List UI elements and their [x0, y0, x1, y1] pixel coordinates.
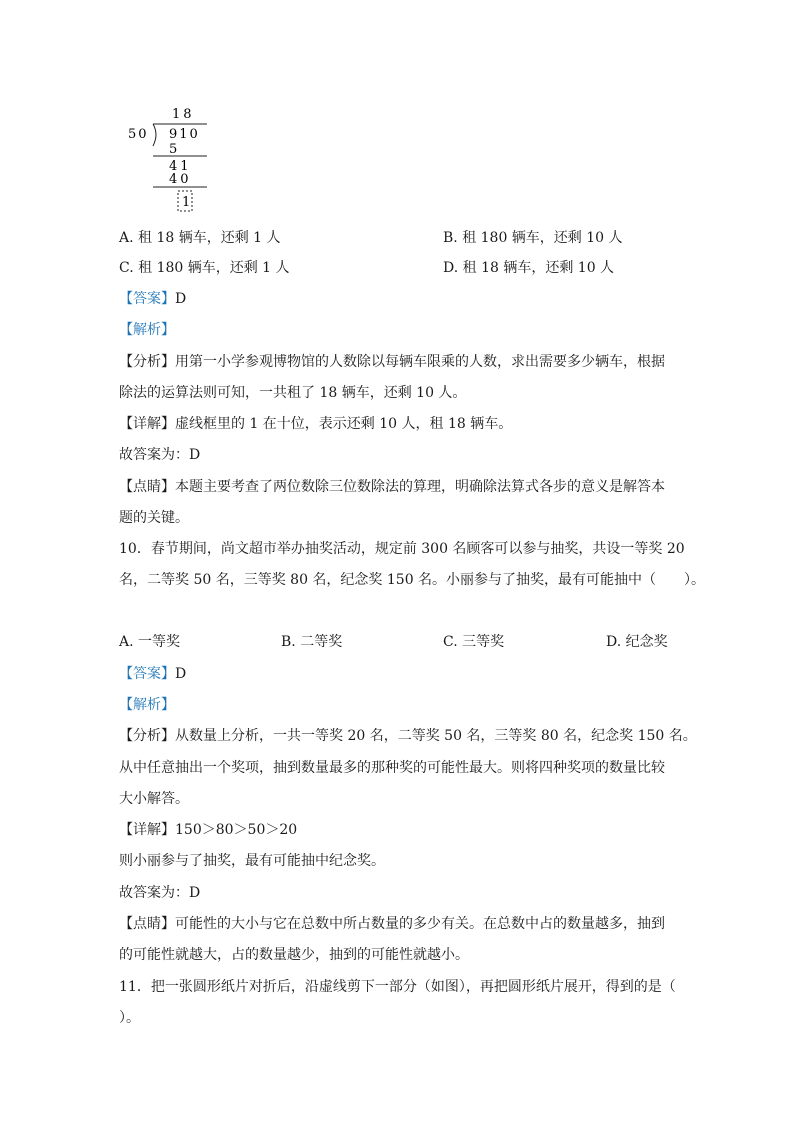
q9-analysis-heading	[119, 321, 175, 339]
division-bracket	[153, 124, 156, 146]
answer-tag: 【答案】	[119, 291, 175, 307]
q10-option-a: A. 一等奖	[119, 634, 181, 650]
division-divisor: 50	[128, 127, 149, 142]
q10-dianjing-line-2: 的可能性就越大，占的数量越少，抽到的可能性就越小。	[119, 947, 469, 963]
q10-answer	[119, 665, 186, 683]
q10-option-c: C. 三等奖	[443, 634, 505, 650]
q10-fenxi-line-3: 大小解答。	[119, 791, 189, 807]
analysis-tag: 【解析】	[119, 322, 175, 338]
q11-stem-line-2: ）。	[119, 1010, 140, 1026]
q10-analysis-heading	[119, 696, 175, 714]
q9-conclusion: 故答案为：D	[119, 447, 201, 463]
q9-option-b: B. 租 180 辆车，还剩 10 人	[443, 230, 623, 246]
q10-xiangjie	[119, 821, 297, 839]
long-division-figure	[125, 104, 215, 216]
answer-tag: 【答案】	[119, 666, 175, 682]
division-step2: 41	[169, 159, 192, 174]
dianjing-text: 本题主要考查了两位数除三位数除法的算理，明确除法算式各步的意义是解答本	[175, 479, 665, 495]
division-step1: 5	[169, 142, 178, 157]
q10-xiangjie-line-2: 则小丽参与了抽奖，最有可能抽中纪念奖。	[119, 853, 385, 869]
q9-fenxi-line-2: 除法的运算法则可知，一共租了 18 辆车，还剩 10 人。	[119, 385, 467, 401]
q10-fenxi-line-2: 从中任意抽出一个奖项，抽到数量最多的那种奖的可能性最大。则将四种奖项的数量比较	[119, 760, 665, 776]
fenxi-text: 从数量上分析，一共一等奖 20 名，二等奖 50 名，三等奖 80 名，纪念奖 150 名。	[175, 728, 697, 744]
dianjing-tag: 【点睛】	[119, 916, 175, 932]
answer-value: D	[175, 666, 187, 682]
q9-xiangjie	[119, 415, 512, 433]
division-step3: 40	[169, 172, 192, 187]
q9-answer	[119, 290, 186, 308]
division-quotient: 18	[172, 107, 195, 122]
dianjing-tag: 【点睛】	[119, 479, 175, 495]
q9-dianjing-line-1	[119, 478, 665, 496]
xiangjie-text: 150＞80＞50＞20	[175, 822, 298, 838]
q10-conclusion: 故答案为：D	[119, 885, 201, 901]
analysis-tag: 【解析】	[119, 697, 175, 713]
q9-option-a: A. 租 18 辆车，还剩 1 人	[119, 230, 281, 246]
q9-dianjing-line-2: 题的关键。	[119, 510, 189, 526]
q9-option-d: D. 租 18 辆车，还剩 10 人	[443, 260, 615, 276]
fenxi-text: 用第一小学参观博物馆的人数除以每辆车限乘的人数，求出需要多少辆车，根据	[175, 354, 665, 370]
q10-option-b: B. 二等奖	[281, 634, 343, 650]
q10-stem-line-2: 名，二等奖 50 名，三等奖 80 名，纪念奖 150 名。小丽参与了抽奖，最有可能抽中（ ）。	[119, 572, 706, 588]
q10-dianjing-line-1	[119, 915, 665, 933]
answer-value: D	[175, 291, 187, 307]
xiangjie-tag: 【详解】	[119, 416, 175, 432]
q10-fenxi-line-1	[119, 727, 697, 745]
q10-stem-line-1: 10．春节期间，尚文超市举办抽奖活动，规定前 300 名顾客可以参与抽奖，共设一等奖 20	[119, 541, 685, 557]
q10-option-d: D. 纪念奖	[606, 634, 668, 650]
q9-fenxi-line-1	[119, 353, 665, 371]
fenxi-tag: 【分析】	[119, 354, 175, 370]
division-dividend: 910	[169, 127, 200, 142]
fenxi-tag: 【分析】	[119, 728, 175, 744]
q9-option-c: C. 租 180 辆车，还剩 1 人	[119, 260, 290, 276]
xiangjie-text: 虚线框里的 1 在十位，表示还剩 10 人，租 18 辆车。	[175, 416, 513, 432]
q11-stem-line-1: 11．把一张圆形纸片对折后，沿虚线剪下一部分（如图），再把圆形纸片展开，得到的是（	[119, 979, 676, 995]
division-remainder: 1	[182, 195, 191, 210]
xiangjie-tag: 【详解】	[119, 822, 175, 838]
dianjing-text: 可能性的大小与它在总数中所占数量的多少有关。在总数中占的数量越多，抽到	[175, 916, 665, 932]
